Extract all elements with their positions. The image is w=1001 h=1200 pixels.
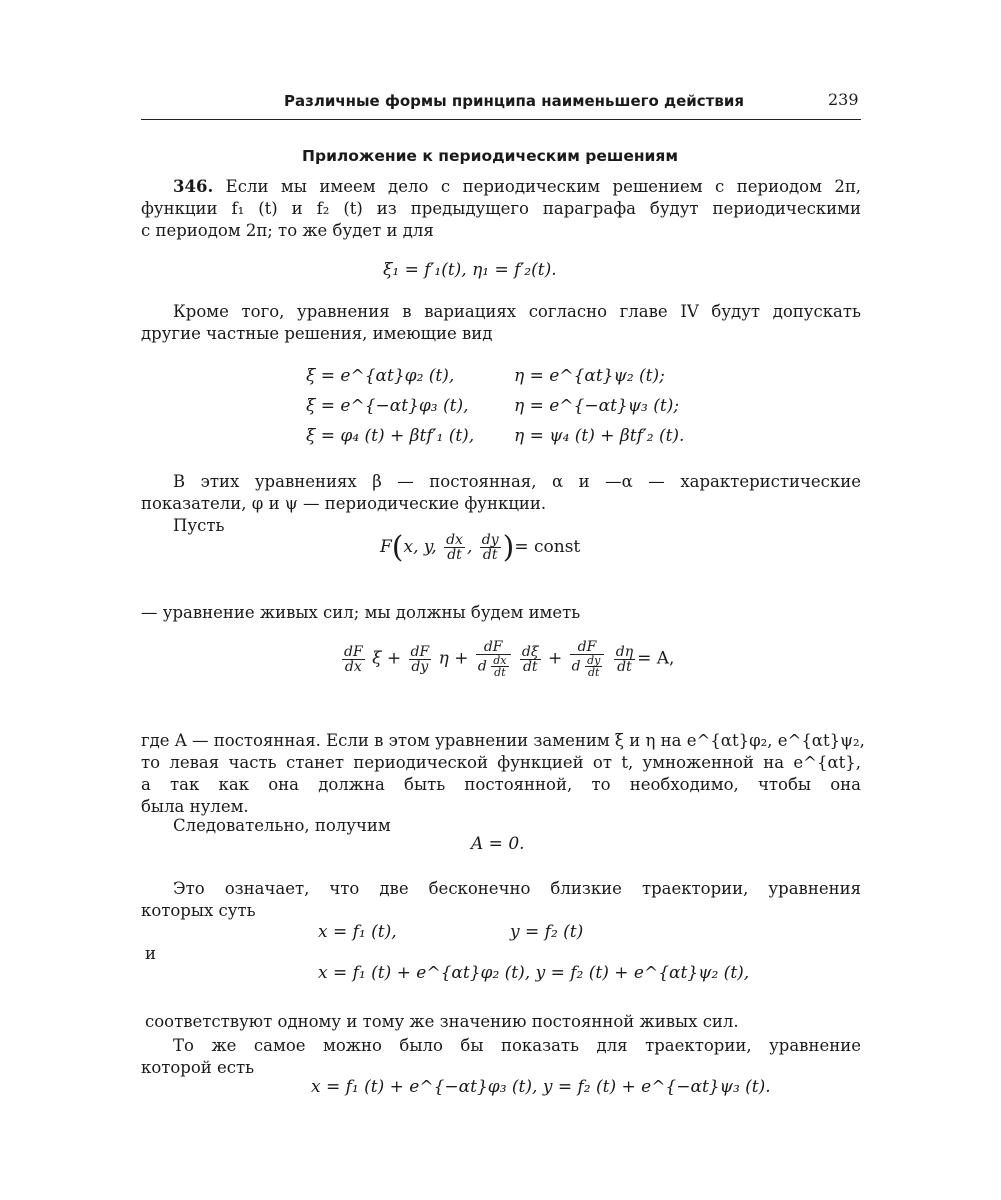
paragraph-346-line-2: функции f₁ (t) и f₂ (t) из предыдущего параграфа будут периодическими — [141, 199, 861, 218]
equation-perturbed-trajectory: x = f₁ (t) + e^{αt}φ₂ (t), y = f₂ (t) + e^{αt}ψ₂ (t), — [318, 963, 750, 983]
paragraph-constant-a — [141, 730, 865, 818]
paragraph-constant-a-line-4: была нулем. — [141, 797, 249, 816]
paragraph-same-shown-line-2: которой есть — [141, 1058, 255, 1077]
paragraph-constant-a-line-1: где A — постоянная. Если в этом уравнении заменим ξ и η на e^{αt}φ₂, e^{αt}ψ₂, — [141, 731, 865, 750]
paragraph-constant-a-line-2: то левая часть станет периодической функцией от t, умноженной на e^{αt}, — [141, 753, 861, 772]
running-title: Различные формы принципа наименьшего действия — [284, 92, 744, 110]
header-rule — [141, 119, 861, 120]
equation-a-zero: A = 0. — [471, 834, 525, 854]
paragraph-variations — [141, 301, 861, 345]
paragraph-346 — [141, 176, 861, 242]
equation-system-row-1-right: η = e^{αt}ψ₂ (t); — [514, 366, 665, 386]
equation-variation: $\frac{dF}{dx}$ ξ + $\frac{dF}{dy}$ η + dF d $\frac{dx}{dt}$ $\frac{d\xi}{dt}$ + dF d $\frac{dy}{dt}$ $\frac{d\eta}{dt}$ = A, — [344, 639, 675, 679]
equation-trajectory-left: x = f₁ (t), — [318, 922, 397, 942]
paragraph-exponents-line-2: показатели, φ и ψ — периодические функции. — [141, 494, 547, 513]
paragraph-346-line-1: 346. Если мы имеем дело с периодическим решением с периодом 2π, — [173, 177, 861, 196]
equation-xi-eta-1: ξ₁ = f′₁(t), η₁ = f′₂(t). — [383, 260, 557, 280]
paragraph-number: 346. — [173, 177, 214, 196]
let-word: Пусть — [173, 516, 225, 535]
page-number: 239 — [828, 90, 859, 109]
paragraph-constant-a-line-3: а так как она должна быть постоянной, то необходимо, чтобы она — [141, 775, 861, 794]
equation-system-row-2-left: ξ = e^{−αt}φ₃ (t), — [306, 396, 469, 416]
equation-const: = const — [514, 537, 581, 557]
equation-decaying-trajectory: x = f₁ (t) + e^{−αt}φ₃ (t), y = f₂ (t) + e^{−αt}ψ₃ (t). — [311, 1077, 771, 1097]
fraction-dy-dt: $\frac{dy}{dt}$ — [481, 532, 499, 563]
paragraph-variations-line-2: другие частные решения, имеющие вид — [141, 324, 493, 343]
fraction-dx-dt: $\frac{dx}{dt}$ — [446, 532, 463, 563]
equation-system-row-1-left: ξ = e^{αt}φ₂ (t), — [306, 366, 455, 386]
paragraph-same-shown — [141, 1035, 861, 1079]
paragraph-consequently: Следовательно, получим — [173, 816, 391, 835]
paragraph-trajectories — [141, 878, 861, 922]
paragraph-exponents — [141, 471, 861, 515]
equation-system-row-3-left: ξ = φ₄ (t) + βtf′₁ (t), — [306, 426, 475, 446]
paragraph-variations-line-1: Кроме того, уравнения в вариациях согласно главе IV будут допускать — [173, 302, 861, 321]
equation-variation-tail: = A, — [637, 648, 675, 669]
paragraph-exponents-line-1: В этих уравнениях β — постоянная, α и —α — характеристические — [173, 472, 861, 491]
conjunction-and: и — [145, 944, 156, 963]
paragraph-live-forces: — уравнение живых сил; мы должны будем иметь — [141, 603, 581, 622]
equation-trajectory-right: y = f₂ (t) — [510, 922, 584, 942]
paragraph-346-line-3: с периодом 2π; то же будет и для — [141, 221, 434, 240]
equation-system-row-3-right: η = ψ₄ (t) + βtf′₂ (t). — [514, 426, 685, 446]
paragraph-trajectories-line-2: которых суть — [141, 901, 256, 920]
equation-energy-integral: F(x, y, $\frac{dx}{dt}$ , $\frac{dy}{dt}$ )= const — [380, 530, 581, 565]
paragraph-trajectories-line-1: Это означает, что две бесконечно близкие траектории, уравнения — [173, 879, 861, 898]
section-title: Приложение к периодическим решениям — [302, 147, 679, 165]
paragraph-same-shown-line-1: То же самое можно было бы показать для траектории, уравнение — [173, 1036, 861, 1055]
paragraph-same-constant: соответствуют одному и тому же значению постоянной живых сил. — [145, 1012, 739, 1031]
equation-system-row-2-right: η = e^{−αt}ψ₃ (t); — [514, 396, 680, 416]
